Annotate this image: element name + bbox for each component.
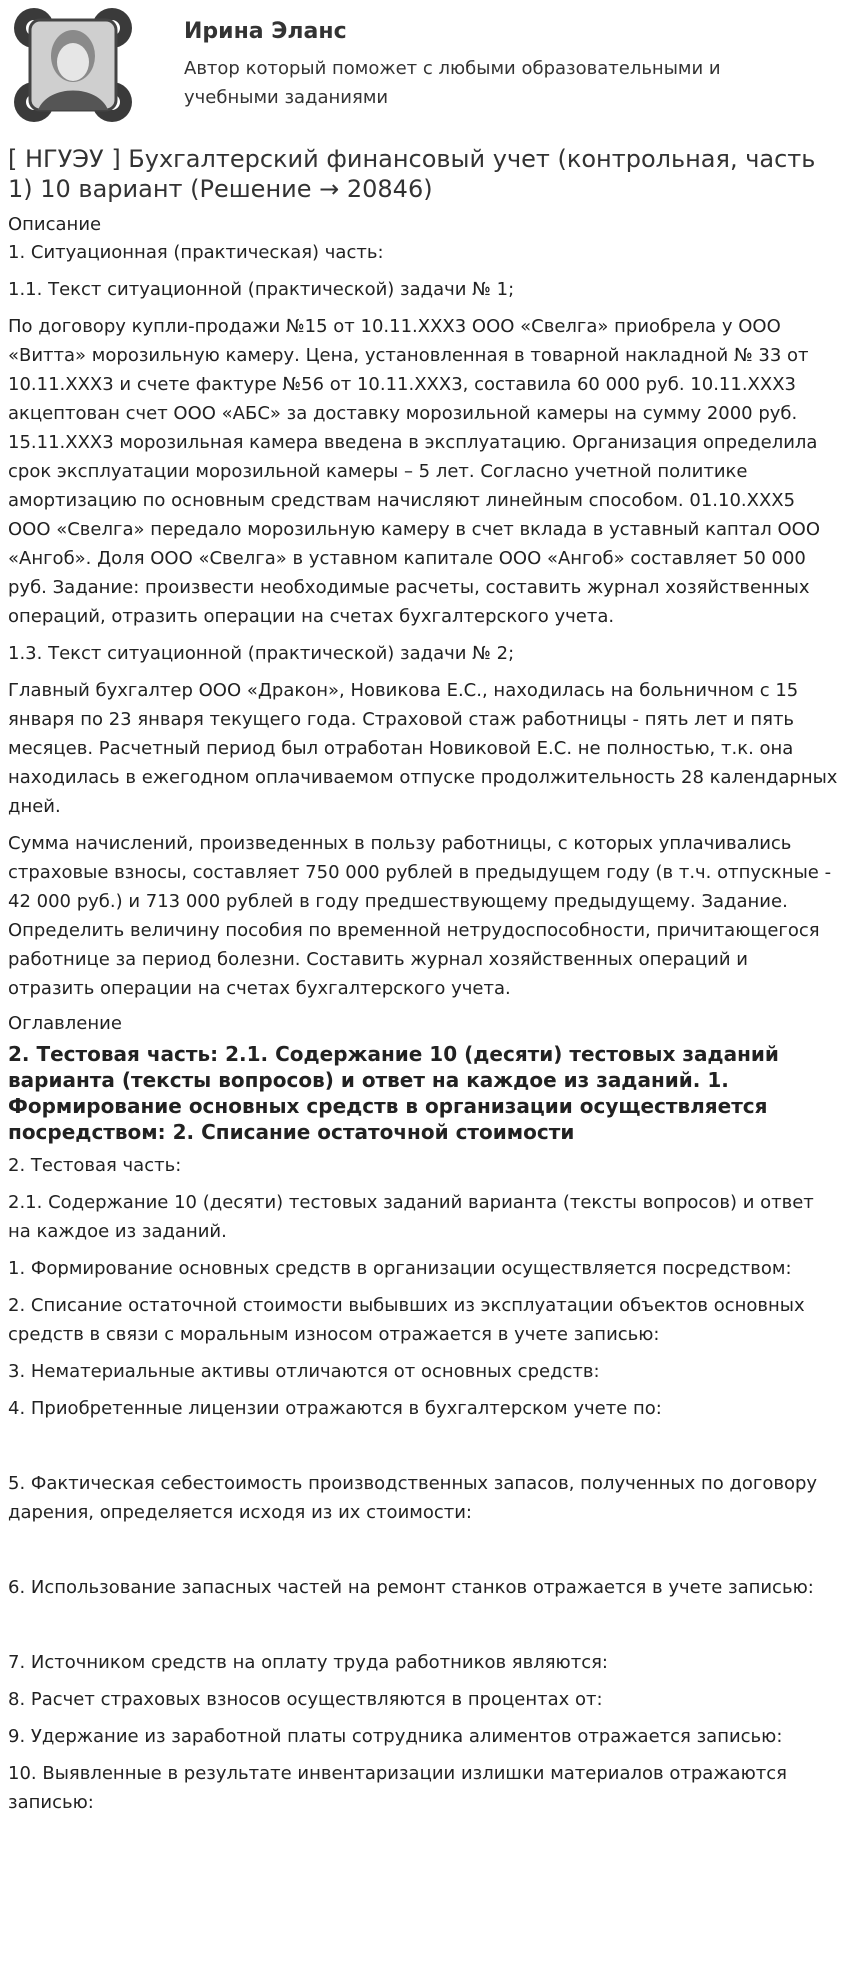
toc-item: 9. Удержание из заработной платы сотрудника алиментов отражается записью: <box>8 1726 783 1747</box>
toc-item: 3. Нематериальные активы отличаются от основных средств: <box>8 1361 600 1382</box>
toc-item: 10. Выявленные в результате инвентаризации излишки материалов отражаются записью: <box>8 1763 787 1813</box>
toc-title: 2. Тестовая часть: 2.1. Содержание 10 (десяти) тестовых заданий варианта (тексты вопросов) и ответ на каждое из заданий. 1. Формирование основных средств в организации осуществляется посредством: 2. Списание остаточной стоимости <box>8 1042 779 1144</box>
author-block <box>8 6 838 126</box>
toc-label: Оглавление <box>8 1013 122 1034</box>
toc-item: 2. Тестовая часть: <box>8 1155 182 1176</box>
toc-item: 2. Списание остаточной стоимости выбывших из эксплуатации объектов основных средств в связи с моральным износом отражается в учете записью: <box>8 1295 805 1345</box>
toc-item: 7. Источником средств на оплату труда работников являются: <box>8 1652 608 1673</box>
toc-item: 6. Использование запасных частей на ремонт станков отражается в учете записью: <box>8 1577 814 1598</box>
description-paragraph: 1.1. Текст ситуационной (практической) задачи № 1; <box>8 279 515 300</box>
spacer <box>8 1610 838 1648</box>
toc-item: 1. Формирование основных средств в организации осуществляется посредством: <box>8 1258 792 1279</box>
description-paragraph: 1. Ситуационная (практическая) часть: <box>8 242 384 263</box>
description-paragraph: 1.3. Текст ситуационной (практической) задачи № 2; <box>8 643 515 664</box>
toc-item: 4. Приобретенные лицензии отражаются в бухгалтерском учете по: <box>8 1398 662 1419</box>
spacer <box>8 1431 838 1469</box>
article <box>8 144 838 1825</box>
author-name[interactable]: Ирина Эланс <box>184 19 347 44</box>
toc-item: 5. Фактическая себестоимость производственных запасов, полученных по договору дарения, определяется исходя из их стоимости: <box>8 1473 818 1523</box>
description-paragraph: По договору купли-продажи №15 от 10.11.ХХХ3 ООО «Свелга» приобрела у ООО «Витта» морозильную камеру. Цена, установленная в товарной накладной № 33 от 10.11.ХХХ3 и счете фактуре №56 от 10.11.ХХХ3, составила 60 000 руб. 10.11.ХХХ3 акцептован счет ООО «АБС» за доставку морозильной камеры на сумму 2000 руб. 15.11.ХХХ3 морозильная камера введена в эксплуатацию. Организация определила срок эксплуатации морозильной камеры – 5 лет. Согласно учетной политике амортизацию по основным средствам начисляют линейным способом. 01.10.ХХХ5 ООО «Свелга» передало морозильную камеру в счет вклада в уставный каптал ООО «Ангоб». Доля ООО «Свелга» в уставном капитале ООО «Ангоб» составляет 50 000 руб. Задание: произвести необходимые расчеты, составить журнал хозяйственных операций, отразить операции на счетах бухгалтерского учета. <box>8 316 821 627</box>
description-paragraph: Сумма начислений, произведенных в пользу работницы, с которых уплачивались страховые взносы, составляет 750 000 рублей в предыдущем году (в т.ч. отпускные - 42 000 руб.) и 713 000 рублей в году предшествующему предыдущему. Задание. Определить величину пособия по временной нетрудоспособности, причитающегося работнице за период болезни. Составить журнал хозяйственных операций и отразить операции на счетах бухгалтерского учета. <box>8 833 832 999</box>
author-description: Автор который поможет с любыми образовательными и учебными заданиями <box>184 58 721 108</box>
description-label: Описание <box>8 214 102 235</box>
toc-item: 2.1. Содержание 10 (десяти) тестовых заданий варианта (тексты вопросов) и ответ на каждое из заданий. <box>8 1192 814 1242</box>
author-avatar[interactable] <box>8 6 138 124</box>
toc-item: 8. Расчет страховых взносов осуществляются в процентах от: <box>8 1689 603 1710</box>
description-paragraph: Главный бухгалтер ООО «Дракон», Новикова Е.С., находилась на больничном с 15 января по 23 января текущего года. Страховой стаж работницы - пять лет и пять месяцев. Расчетный период был отработан Новиковой Е.С. не полностью, т.к. она находилась в ежегодном оплачиваемом отпуске продолжительность 28 календарных дней. <box>8 680 838 817</box>
page-title: [ НГУЭУ ] Бухгалтерский финансовый учет (контрольная, часть 1) 10 вариант (Решение → 20846) <box>8 145 816 203</box>
spacer <box>8 1535 838 1573</box>
